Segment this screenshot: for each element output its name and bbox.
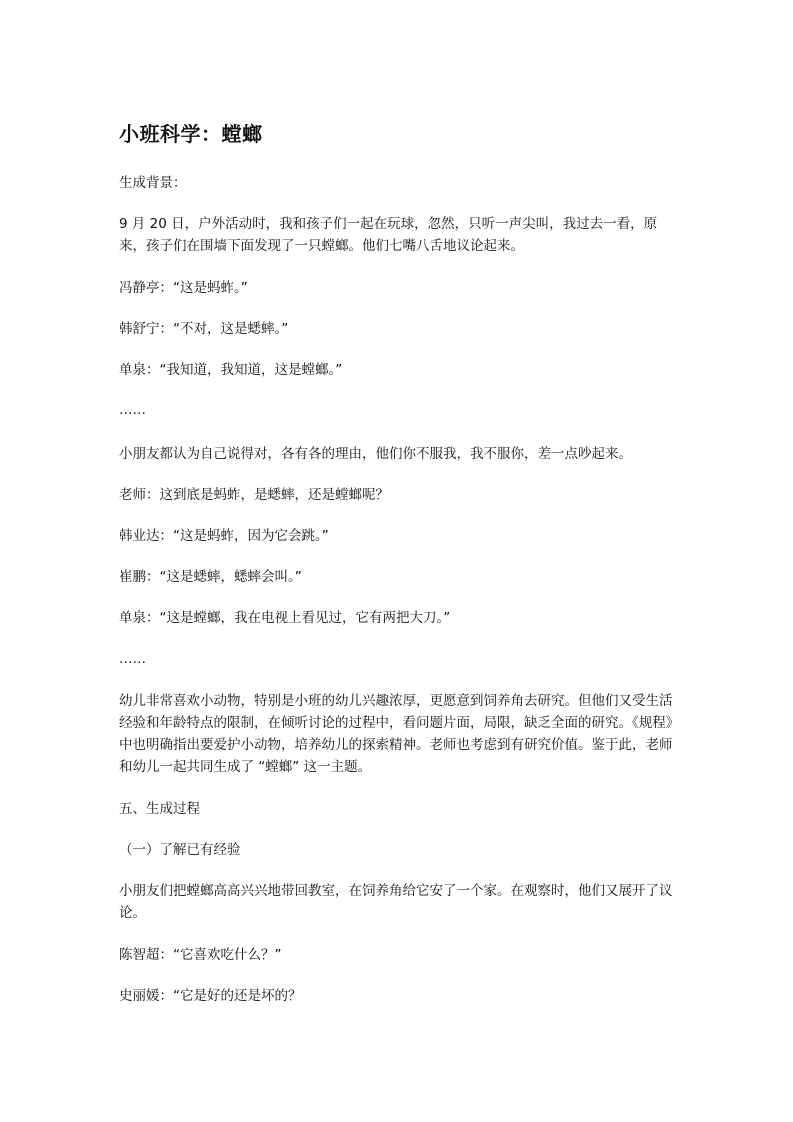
paragraph-dialogue: 崔鹏：“这是蟋蟀，蟋蟀会叫。” <box>119 569 302 585</box>
document-title: 小班科学：螳螂 <box>119 122 263 146</box>
paragraph-dialogue: 陈智超：“它喜欢吃什么？” <box>119 947 282 963</box>
paragraph-background-heading: 生成背景： <box>119 175 187 191</box>
paragraph-teacher-question: 老师：这到底是蚂蚱，是蟋蟀，还是螳螂呢？ <box>119 487 389 503</box>
paragraph-dialogue: 冯静亭：“这是蚂蚱。” <box>119 280 248 296</box>
paragraph-dialogue: 韩舒宁：“不对，这是蟋蟀。” <box>119 321 289 337</box>
paragraph-narration: 小朋友都认为自己说得对，各有各的理由，他们你不服我，我不服你，差一点吵起来。 <box>119 446 632 462</box>
section-heading-process: 五、生成过程 <box>119 801 200 817</box>
paragraph-dialogue: 单泉：“这是螳螂，我在电视上看见过，它有两把大刀。” <box>119 610 451 626</box>
paragraph-observation: 小朋友们把螳螂高高兴兴地带回教室，在饲养角给它安了一个家。在观察时，他们又展开了议论。 <box>119 883 673 921</box>
paragraph-ellipsis: …… <box>119 651 146 667</box>
paragraph-analysis: 幼儿非常喜欢小动物，特别是小班的幼儿兴趣浓厚，更愿意到饲养角去研究。但他们又受生活经验和年龄特点的限制，在倾听讨论的过程中，看问题片面，局限，缺乏全面的研究。《规程》中也明确指出要爱护小动物，培养幼儿的探索精神。老师也考虑到有研究价值。鉴于此，老师和幼儿一起共同生成了 “螳螂” 这一主题。 <box>119 693 673 775</box>
paragraph-dialogue: 单泉：“我知道，我知道，这是螳螂。” <box>119 362 343 378</box>
paragraph-dialogue: 史丽媛：“它是好的还是坏的？ <box>119 988 302 1004</box>
paragraph-dialogue: 韩业达：“这是蚂蚱，因为它会跳。” <box>119 528 329 544</box>
paragraph-ellipsis: …… <box>119 402 146 418</box>
subsection-heading-experience: （一）了解已有经验 <box>119 842 241 858</box>
paragraph-intro: 9 月 20 日，户外活动时，我和孩子们一起在玩球，忽然，只听一声尖叫，我过去一看，原来，孩子们在围墙下面发现了一只螳螂。他们七嘴八舌地议论起来。 <box>119 216 658 254</box>
